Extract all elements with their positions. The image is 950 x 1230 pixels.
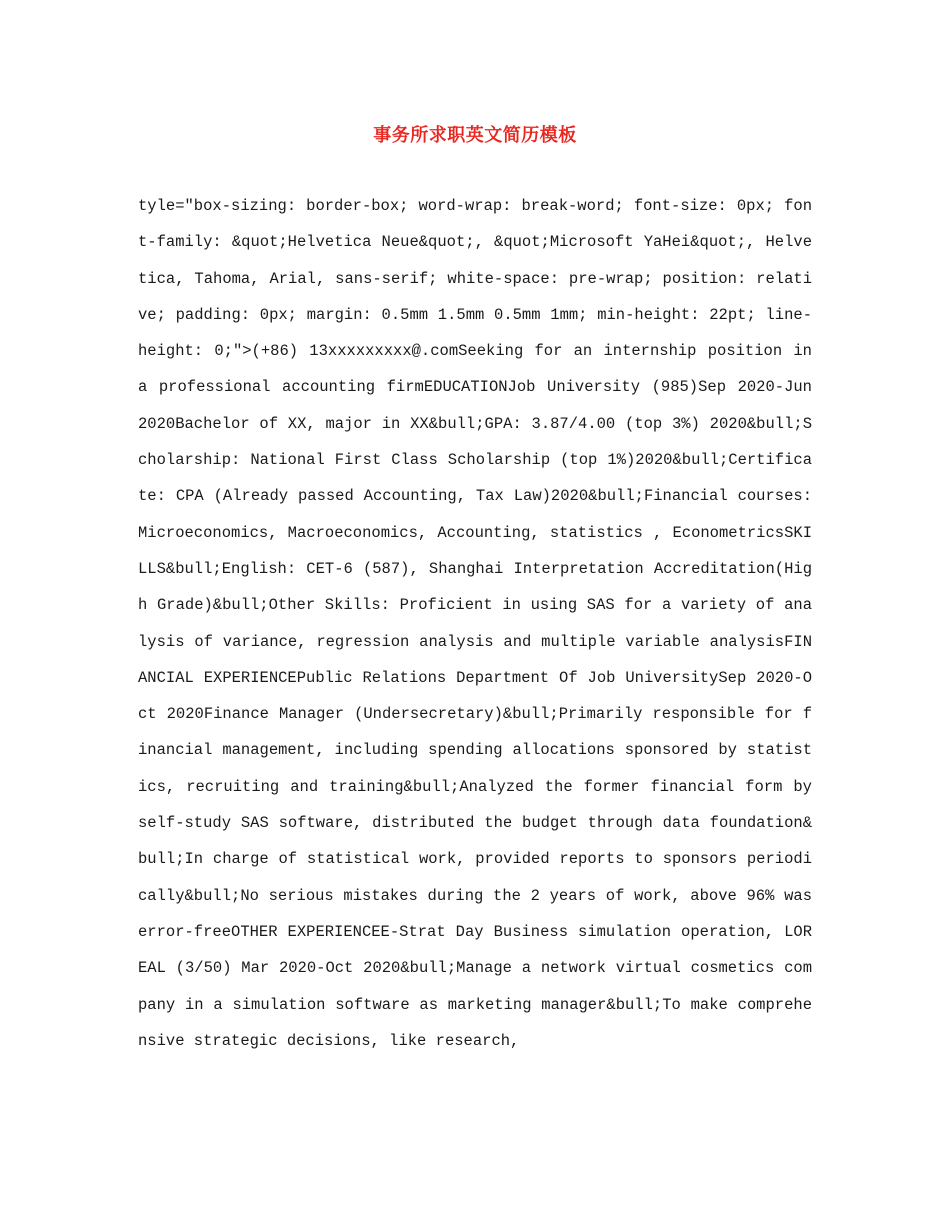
page-title: 事务所求职英文简历模板 — [373, 125, 577, 146]
body-paragraph: tyle="box-sizing: border-box; word-wrap: break-word; font-size: 0px; font-family: &quot;Helvetica Neue&quot;, &quot;Microsoft YaHei&quot;, Helvetica, Tahoma, Arial, sans-serif; white-space: pre-wrap; position: relative; padding: 0px; margin: 0.5mm 1.5mm 0.5mm 1mm; min-height: 22pt; line-height: 0;">(+86) 13xxxxxxxxx@.comSeeking for an internship position in a professional accounting firmEDUCATIONJob University (985)Sep 2020-Jun 2020Bachelor of XX, major in XX&bull;GPA: 3.87/4.00 (top 3%) 2020&bull;Scholarship: National First Class Scholarship (top 1%)2020&bull;Certificate: CPA (Already passed Accounting, Tax Law)2020&bull;Financial courses: Microeconomics, Macroeconomics, Accounting, statistics , EconometricsSKILLS&bull;English: CET-6 (587), Shanghai Interpretation Accreditation(High Grade)&bull;Other Skills: Proficient in using SAS for a variety of analysis of variance, regression analysis and multiple variable analysisFINANCIAL EXPERIENCEPublic Relations Department Of Job UniversitySep 2020-Oct 2020Finance Manager (Undersecretary)&bull;Primarily responsible for financial management, including spending allocations sponsored by statistics, recruiting and training&bull;Analyzed the former financial form by self-study SAS software, distributed the budget through data foundation&bull;In charge of statistical work, provided reports to sponsors periodically&bull;No serious mistakes during the 2 years of work, above 96% was error-freeOTHER EXPERIENCEE-Strat Day Business simulation operation, LOREAL (3/50) Mar 2020-Oct 2020&bull;Manage a network virtual cosmetics company in a simulation software as marketing manager&bull;To make comprehensive strategic decisions, like research, — [138, 197, 812, 1050]
